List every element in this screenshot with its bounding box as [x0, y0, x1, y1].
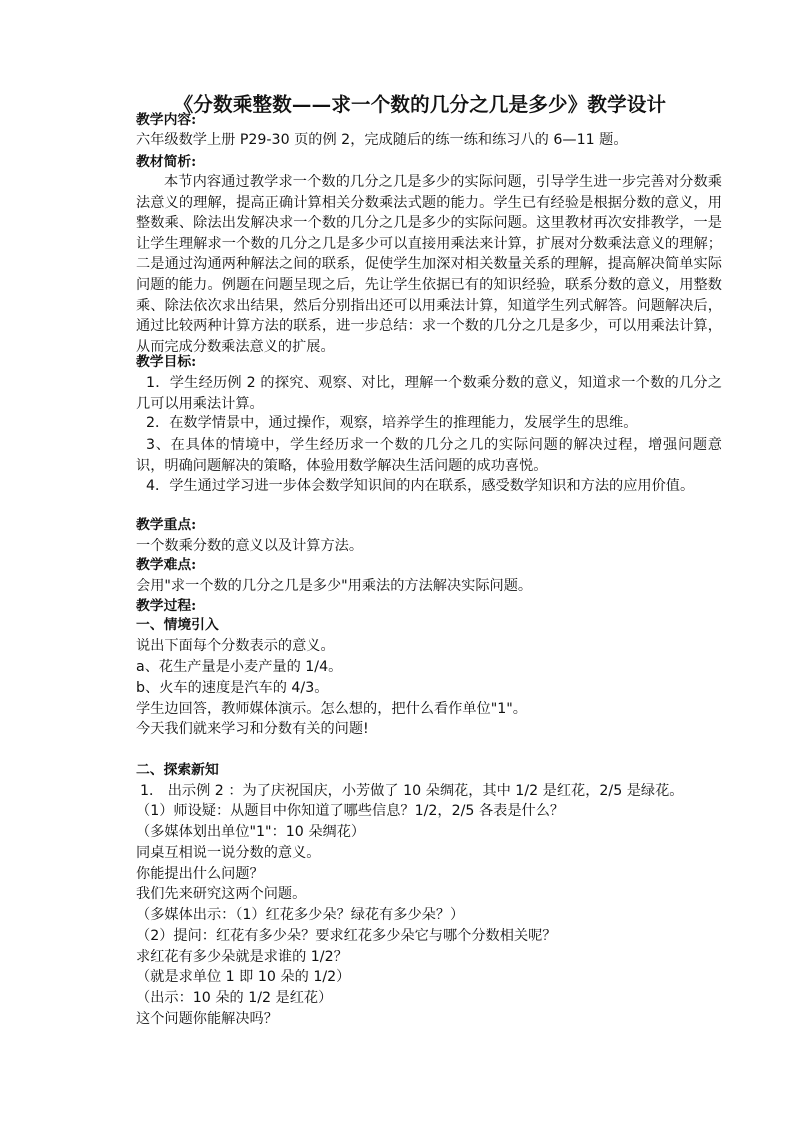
goal-item: 3、在具体的情境中，学生经历求一个数的几分之几的实际问题的解决过程，增强问题意识，明确问题解决的策略，体验用数学解决生活问题的成功喜悦。 — [136, 437, 722, 474]
section-line: 学生边回答，教师媒体演示。怎么想的，把什么看作单位"1"。 — [136, 701, 527, 717]
section-line: 今天我们就来学习和分数有关的问题! — [136, 721, 369, 737]
section-line: 这个问题你能解决吗？ — [136, 1011, 278, 1027]
document-title: 《分数乘整数——求一个数的几分之几是多少》教学设计 — [173, 93, 667, 116]
content-text: 六年级数学上册 P29-30 页的例 2，完成随后的练一练和练习八的 6—11 题。 — [136, 132, 628, 148]
section-heading: 二、探索新知 — [136, 762, 219, 778]
heading-content: 教学内容: — [136, 112, 197, 128]
difficulty-text: 会用"求一个数的几分之几是多少"用乘法的方法解决实际问题。 — [136, 578, 533, 594]
section-line: （多媒体出示：（1）红花多少朵？绿花有多少朵？） — [136, 907, 465, 923]
goal-item: 1．学生经历例 2 的探究、观察、对比，理解一个数乘分数的意义，知道求一个数的几分之几可以用乘法计算。 — [136, 375, 722, 412]
heading-goals: 教学目标: — [136, 354, 197, 370]
section-line: 说出下面每个分数表示的意义。 — [136, 638, 335, 654]
section-line: （就是求单位 1 即 10 朵的 1/2） — [136, 969, 351, 985]
section-line: a、花生产量是小麦产量的 1/4。 — [136, 659, 343, 675]
section-line: 我们先来研究这两个问题。 — [136, 886, 307, 902]
section-line: （出示：10 朵的 1/2 是红花） — [136, 990, 333, 1006]
section-line: （1）师设疑：从题目中你知道了哪些信息？1/2，2/5 各表是什么？ — [136, 803, 565, 819]
heading-process: 教学过程: — [136, 598, 197, 614]
goal-item: 4．学生通过学习进一步体会数学知识间的内在联系，感受数学知识和方法的应用价值。 — [146, 478, 695, 494]
section-line: 求红花有多少朵就是求谁的 1/2？ — [136, 949, 348, 965]
section-heading: 一、情境引入 — [136, 617, 219, 633]
section-line: 同桌互相说一说分数的意义。 — [136, 845, 321, 861]
section-line: 你能提出什么问题？ — [136, 866, 264, 882]
goal-item: 2．在数学情景中，通过操作，观察，培养学生的推理能力，发展学生的思维。 — [146, 415, 638, 431]
section-line: （多媒体划出单位"1"：10 朵绸花） — [136, 824, 366, 840]
heading-analysis: 教材简析: — [136, 154, 197, 170]
heading-key-points: 教学重点: — [136, 517, 197, 533]
heading-difficulty: 教学难点: — [136, 557, 197, 573]
key-points-text: 一个数乘分数的意义以及计算方法。 — [136, 538, 364, 554]
section-line: 1． 出示例 2 ：为了庆祝国庆，小芳做了 10 朵绸花，其中 1/2 是红花，2/5 是绿花。 — [140, 783, 684, 799]
section-line: （2）提问：红花有多少朵？要求红花多少朵它与哪个分数相关呢？ — [136, 928, 557, 944]
section-line: b、火车的速度是汽车的 4/3。 — [136, 680, 329, 696]
analysis-paragraph: 本节内容通过教学求一个数的几分之几是多少的实际问题，引导学生进一步完善对分数乘法意义的理解，提高正确计算相关分数乘法式题的能力。学生已有经验是根据分数的意义，用整数乘、除法出发解决求一个数的几分之几是多少的实际问题。这里教材再次安排教学，一是让学生理解求一个数的几分之几是多少可以直接用乘法来计算，扩展对分数乘法意义的理解；二是通过沟通两种解法之间的联系，促使学生加深对相关数量关系的理解，提高解决简单实际问题的能力。例题在问题呈现之后，先让学生依据已有的知识经验，联系分数的意义，用整数乘、除法依次求出结果，然后分别指出还可以用乘法计算，知道学生列式解答。问题解决后，通过比较两种计算方法的联系，进一步总结：求一个数的几分之几是多少，可以用乘法计算，从而完成分数乘法意义的扩展。 — [136, 174, 722, 355]
